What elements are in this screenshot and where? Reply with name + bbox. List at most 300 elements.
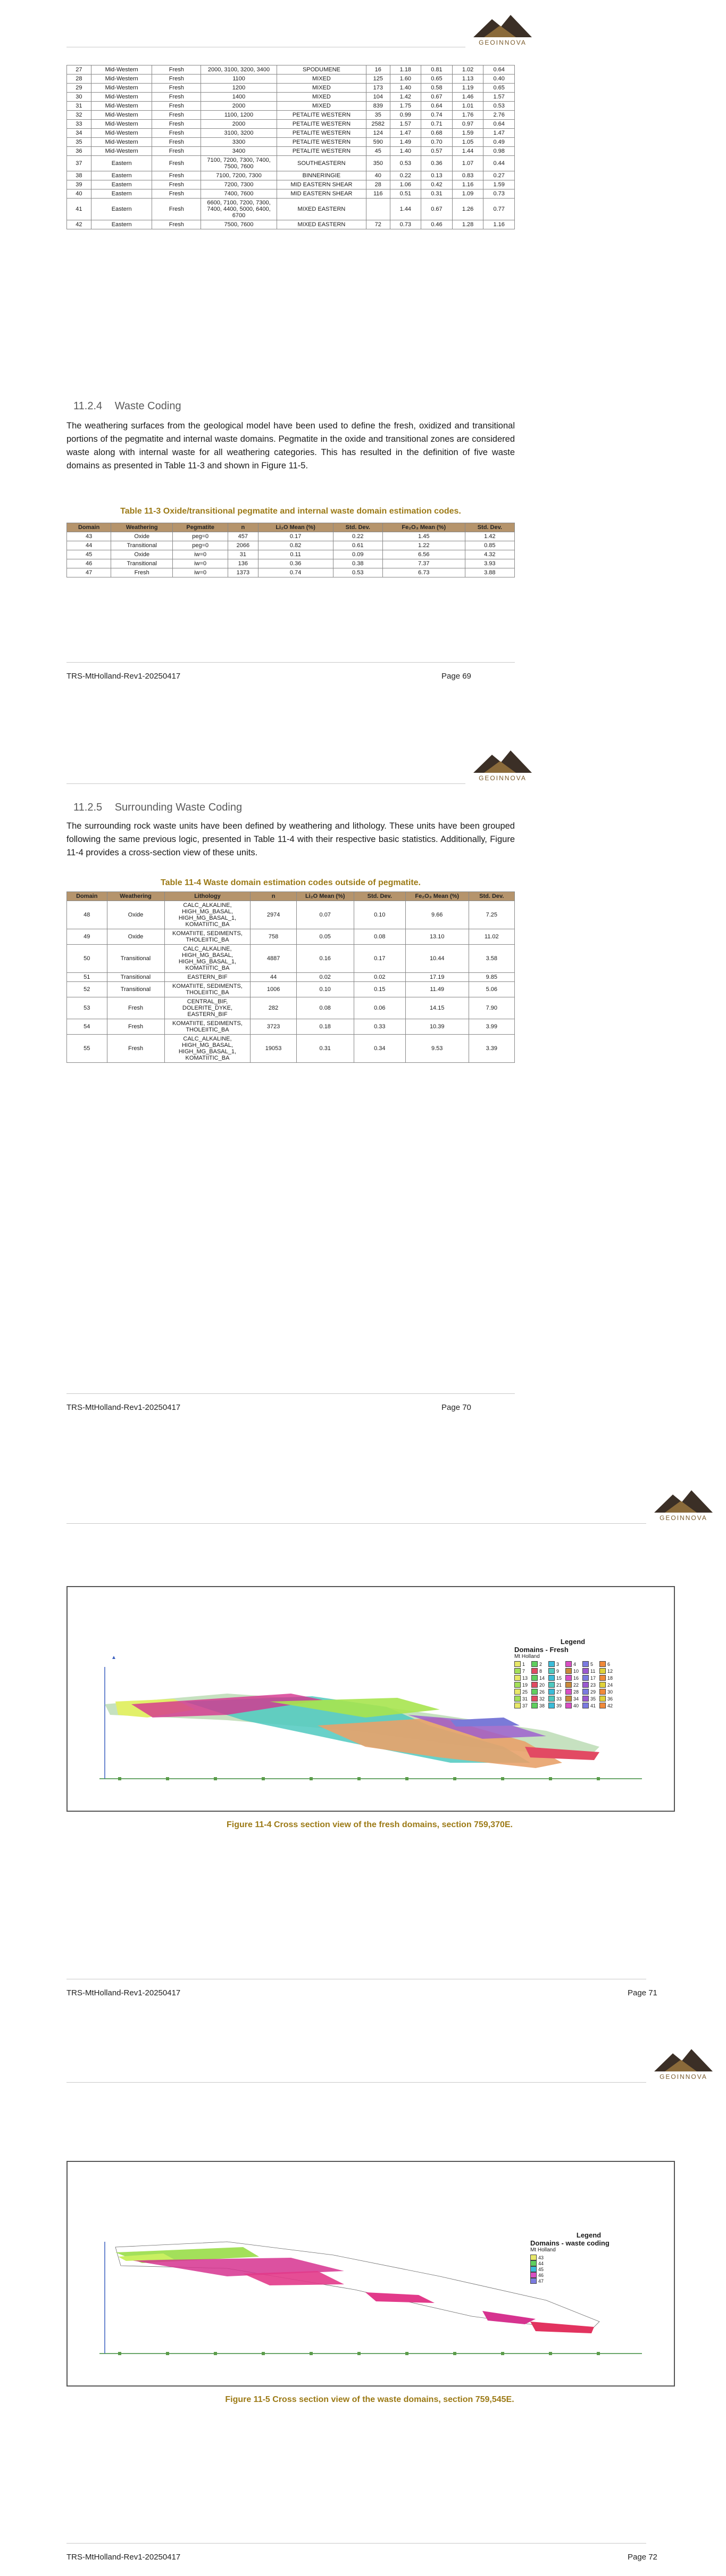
legend-label: 6 (607, 1661, 611, 1667)
logo-text: GEOINNOVA (479, 39, 527, 46)
legend-label: 8 (539, 1668, 543, 1674)
column-header: Weathering (111, 523, 173, 532)
table-cell-li2o_sd: 0.36 (421, 156, 453, 171)
table-cell-structure: MIXED (277, 102, 366, 111)
table-cell-fe: 1.28 (452, 220, 483, 229)
figure-11-5-caption: Figure 11-5 Cross section view of the waste domains, section 759,545E. (225, 2395, 514, 2404)
column-header: Li₂O Mean (%) (258, 523, 333, 532)
legend-label: 11 (590, 1668, 596, 1674)
legend-item (599, 1696, 615, 1702)
table-cell-weathering: Fresh (152, 129, 201, 138)
table-row (67, 171, 515, 180)
table-row (67, 568, 515, 577)
table-cell-li2o_sd: 0.58 (421, 84, 453, 93)
legend-swatch (548, 1661, 555, 1667)
legend-swatch (548, 1668, 555, 1674)
legend-swatch (514, 1703, 521, 1708)
legend-label: 4 (573, 1661, 577, 1667)
legend-label: 27 (556, 1689, 562, 1695)
table-cell: 3.99 (469, 1019, 514, 1035)
legend-swatch (582, 1703, 589, 1708)
legend-item (599, 1661, 615, 1667)
column-header: Pegmatite (173, 523, 228, 532)
table-cell: 1.42 (465, 532, 514, 541)
table-cell: 9.53 (405, 1035, 469, 1063)
table-cell-fe: 1.09 (452, 189, 483, 199)
legend-swatch (530, 2272, 537, 2278)
table-cell-domain: 38 (67, 171, 91, 180)
table-cell-li2o: 1.57 (390, 120, 421, 129)
legend-item (514, 1696, 530, 1702)
table-cell: 0.17 (258, 532, 333, 541)
table-cell: Transitional (107, 945, 164, 973)
legend-swatch (548, 1689, 555, 1695)
table-cell-li2o_sd: 0.67 (421, 93, 453, 102)
table-row (67, 220, 515, 229)
legend-swatch (548, 1696, 555, 1702)
legend-label: 19 (522, 1682, 528, 1688)
footer-doc-id: TRS-MtHolland-Rev1-20250417 (66, 2553, 181, 2562)
table-cell: Fresh (107, 1019, 164, 1035)
legend-items (530, 2255, 637, 2284)
table-cell-li2o_sd: 0.74 (421, 111, 453, 120)
legend-swatch (599, 1668, 606, 1674)
legend-swatch (582, 1675, 589, 1681)
table-cell: 31 (228, 550, 258, 559)
table-cell: 0.08 (354, 929, 405, 945)
logo-text: GEOINNOVA (660, 1514, 707, 1522)
table-cell-region: Eastern (91, 199, 152, 220)
legend-item (565, 1675, 581, 1681)
legend-item (548, 1682, 564, 1688)
table-cell-n: 45 (366, 147, 390, 156)
table-cell: 13.10 (405, 929, 469, 945)
legend-group: Mt Holland (514, 1654, 540, 1659)
table-cell-li2o: 1.60 (390, 75, 421, 84)
table-cell: 0.74 (258, 568, 333, 577)
legend-item (514, 1689, 530, 1695)
legend-swatch (531, 1668, 538, 1674)
legend-swatch (582, 1682, 589, 1688)
table-cell-fe_sd: 0.40 (483, 75, 515, 84)
legend-subtitle: Domains - waste coding (530, 2239, 610, 2247)
page-70 (0, 745, 726, 1437)
table-cell: 0.10 (354, 901, 405, 929)
table-row (67, 120, 515, 129)
legend-label: 14 (539, 1675, 545, 1681)
table-cell-fe_sd: 0.64 (483, 120, 515, 129)
table-row (67, 550, 515, 559)
legend-swatch (548, 1703, 555, 1708)
table-cell-structure: PETALITE WESTERN (277, 120, 366, 129)
table-cell: 4887 (251, 945, 296, 973)
table-cell: CALC_ALKALINE, HIGH_MG_BASAL, HIGH_MG_BASAL_1, KOMATIITIC_BA (164, 901, 251, 929)
table-cell-fe: 1.13 (452, 75, 483, 84)
table-cell-fe: 0.83 (452, 171, 483, 180)
domain-table-continued (66, 65, 515, 229)
legend-item (548, 1703, 564, 1708)
column-header: Std. Dev. (465, 523, 514, 532)
table-cell: 4.32 (465, 550, 514, 559)
legend-item (548, 1689, 564, 1695)
table-cell: KOMATIITE, SEDIMENTS, THOLEIITIC_BA (164, 1019, 251, 1035)
legend-item (565, 1668, 581, 1674)
legend-item (565, 1696, 581, 1702)
legend-item (565, 1682, 581, 1688)
table-cell-region: Mid-Western (91, 93, 152, 102)
legend-item (531, 1668, 547, 1674)
table-cell: 0.33 (354, 1019, 405, 1035)
table-cell-n: 125 (366, 75, 390, 84)
legend-swatch (531, 1682, 538, 1688)
table-cell-codes: 7100, 7200, 7300, 7400, 7500, 7600 (201, 156, 277, 171)
legend-label: 1 (522, 1661, 525, 1667)
legend-item (582, 1682, 598, 1688)
legend-item (599, 1668, 615, 1674)
column-header: Domain (67, 523, 111, 532)
legend-label: 18 (607, 1675, 613, 1681)
table-cell: 2974 (251, 901, 296, 929)
table-cell-fe_sd: 0.73 (483, 189, 515, 199)
legend-swatch (530, 2266, 537, 2272)
table-cell: 282 (251, 997, 296, 1019)
legend-label: 20 (539, 1682, 545, 1688)
table-cell-fe: 1.46 (452, 93, 483, 102)
table-cell-li2o: 1.40 (390, 84, 421, 93)
table-cell-n: 35 (366, 111, 390, 120)
table-row (67, 199, 515, 220)
table-cell-weathering: Fresh (152, 189, 201, 199)
legend-items (514, 1661, 621, 1708)
table-cell-fe: 1.59 (452, 129, 483, 138)
table-cell: 3723 (251, 1019, 296, 1035)
table-cell: Transitional (111, 559, 173, 568)
legend-label: 42 (607, 1703, 613, 1708)
legend-item (514, 1668, 530, 1674)
table-cell-structure: SOUTHEASTERN (277, 156, 366, 171)
table-cell: 0.36 (258, 559, 333, 568)
column-header: Weathering (107, 892, 164, 901)
table-cell-li2o: 1.06 (390, 180, 421, 189)
header-rule (66, 1523, 646, 1524)
table-cell: 0.16 (296, 945, 354, 973)
legend-swatch (599, 1703, 606, 1708)
legend-swatch (531, 1689, 538, 1695)
column-header: Std. Dev. (469, 892, 514, 901)
page-72 (0, 2044, 726, 2576)
legend-label: 24 (607, 1682, 613, 1688)
table-11-4 (66, 891, 515, 1063)
table-cell-weathering: Fresh (152, 65, 201, 75)
legend-label: 26 (539, 1689, 545, 1695)
table-cell-structure: BINNERINGIE (277, 171, 366, 180)
table-cell-li2o: 1.75 (390, 102, 421, 111)
table-cell: 19053 (251, 1035, 296, 1063)
legend-item (582, 1689, 598, 1695)
table-cell: 45 (67, 550, 111, 559)
footer-page-number: Page 71 (628, 1988, 657, 1997)
table-cell-region: Mid-Western (91, 65, 152, 75)
table-cell-codes: 7500, 7600 (201, 220, 277, 229)
table-cell-region: Eastern (91, 180, 152, 189)
table-cell-fe: 1.02 (452, 65, 483, 75)
legend-item (582, 1675, 598, 1681)
table-cell-fe_sd: 1.59 (483, 180, 515, 189)
legend (514, 1638, 621, 1708)
table-cell: 44 (251, 973, 296, 982)
table-cell-codes: 2000 (201, 102, 277, 111)
table-row (67, 111, 515, 120)
table-cell-domain: 27 (67, 65, 91, 75)
legend-swatch (530, 2255, 537, 2260)
table-cell-weathering: Fresh (152, 111, 201, 120)
table-cell-domain: 42 (67, 220, 91, 229)
table-cell-region: Mid-Western (91, 111, 152, 120)
table-row (67, 65, 515, 75)
table-cell: 758 (251, 929, 296, 945)
table-cell: 7.25 (469, 901, 514, 929)
legend-label: 31 (522, 1696, 528, 1702)
table-cell-structure: SPODUMENE (277, 65, 366, 75)
table-cell-domain: 40 (67, 189, 91, 199)
table-row (67, 102, 515, 111)
column-header: Li₂O Mean (%) (296, 892, 354, 901)
legend-swatch (530, 2260, 537, 2266)
table-row (67, 84, 515, 93)
legend-swatch (565, 1668, 572, 1674)
table-row (67, 1019, 515, 1035)
table-cell-structure: PETALITE WESTERN (277, 138, 366, 147)
table-cell-weathering: Fresh (152, 120, 201, 129)
table-row (67, 997, 515, 1019)
table-cell-li2o: 0.73 (390, 220, 421, 229)
footer-page-number: Page 70 (441, 1403, 471, 1412)
legend-label: 25 (522, 1689, 528, 1695)
table-cell: 0.02 (296, 973, 354, 982)
table-cell: 44 (67, 541, 111, 550)
legend-label: 41 (590, 1703, 596, 1708)
table-cell-region: Mid-Western (91, 129, 152, 138)
table-11-3 (66, 523, 515, 577)
table-cell-n: 16 (366, 65, 390, 75)
legend-label: 35 (590, 1696, 596, 1702)
figure-11-4-caption: Figure 11-4 Cross section view of the fresh domains, section 759,370E. (227, 1820, 513, 1829)
legend-label: 12 (607, 1668, 613, 1674)
table-cell-weathering: Fresh (152, 93, 201, 102)
table-cell-weathering: Fresh (152, 102, 201, 111)
legend-swatch (565, 1703, 572, 1708)
footer-page-number: Page 69 (441, 672, 471, 681)
legend-label: 7 (522, 1668, 525, 1674)
table-cell: 1.22 (382, 541, 465, 550)
table-row (67, 138, 515, 147)
table-cell-region: Mid-Western (91, 138, 152, 147)
legend-item (531, 1682, 547, 1688)
table-cell: 0.15 (354, 982, 405, 997)
table-cell-li2o_sd: 0.65 (421, 75, 453, 84)
legend-item (548, 1668, 564, 1674)
legend-swatch (514, 1689, 521, 1695)
legend-label: 3 (556, 1661, 560, 1667)
table-cell: 46 (67, 559, 111, 568)
table-cell: 1.45 (382, 532, 465, 541)
legend-group: Mt Holland (530, 2247, 556, 2253)
table-cell-n: 116 (366, 189, 390, 199)
footer-rule (66, 662, 515, 663)
section-title: Waste Coding (114, 400, 181, 412)
table-cell: 457 (228, 532, 258, 541)
legend-swatch (530, 2278, 537, 2284)
table-cell-codes: 1200 (201, 84, 277, 93)
legend-label: 21 (556, 1682, 562, 1688)
header-rule (66, 2082, 646, 2083)
legend-swatch (531, 1703, 538, 1708)
table-cell-li2o: 1.40 (390, 147, 421, 156)
legend-swatch (599, 1675, 606, 1681)
legend-item (530, 2255, 637, 2260)
legend-item (599, 1703, 615, 1708)
table-cell-domain: 30 (67, 93, 91, 102)
table-cell-weathering: Fresh (152, 138, 201, 147)
table-cell: Fresh (107, 997, 164, 1019)
footer-doc-id: TRS-MtHolland-Rev1-20250417 (66, 672, 181, 681)
table-cell: 7.37 (382, 559, 465, 568)
table-cell-domain: 29 (67, 84, 91, 93)
table-cell: 0.08 (296, 997, 354, 1019)
table-cell-domain: 28 (67, 75, 91, 84)
legend-subtitle: Domains - Fresh (514, 1646, 569, 1654)
table-cell-fe_sd: 0.49 (483, 138, 515, 147)
table-cell-li2o_sd: 0.68 (421, 129, 453, 138)
table-cell: Transitional (107, 982, 164, 997)
table-cell-fe_sd: 0.53 (483, 102, 515, 111)
table-cell: 9.85 (469, 973, 514, 982)
table-cell-codes: 2000, 3100, 3200, 3400 (201, 65, 277, 75)
legend-item (548, 1675, 564, 1681)
legend-swatch (531, 1696, 538, 1702)
table-cell: 0.53 (333, 568, 382, 577)
table-cell-fe_sd: 0.44 (483, 156, 515, 171)
table-cell: 2066 (228, 541, 258, 550)
legend-item (514, 1682, 530, 1688)
table-cell-structure: MIXED (277, 93, 366, 102)
table-cell-domain: 35 (67, 138, 91, 147)
table-cell: 14.15 (405, 997, 469, 1019)
table-cell: 53 (67, 997, 107, 1019)
table-cell: peg=0 (173, 532, 228, 541)
cross-section-figure-fresh (66, 1586, 675, 1812)
header-rule (66, 783, 465, 784)
table-cell: 43 (67, 532, 111, 541)
legend-label: 37 (522, 1703, 528, 1708)
geoinnova-logo (649, 1485, 718, 1528)
table-cell: 6.73 (382, 568, 465, 577)
surrounding-waste-paragraph: The surrounding rock waste units have been defined by weathering and lithology. These units have been grouped following the same previous logic, presented in Table 11-4 with their respective basic statistics. Additionally, Figure 11-4 provides a cross-section view of these units. (66, 821, 515, 857)
table-cell: 51 (67, 973, 107, 982)
legend-swatch (514, 1682, 521, 1688)
legend-swatch (514, 1661, 521, 1667)
legend-item (514, 1661, 530, 1667)
legend-item (565, 1689, 581, 1695)
table-cell-n: 72 (366, 220, 390, 229)
table-cell-li2o: 0.53 (390, 156, 421, 171)
legend-swatch (565, 1682, 572, 1688)
legend-label: 44 (538, 2260, 544, 2266)
table-cell: 55 (67, 1035, 107, 1063)
table-cell: 0.07 (296, 901, 354, 929)
table-cell: 54 (67, 1019, 107, 1035)
legend-label: 38 (539, 1703, 545, 1708)
table-cell-weathering: Fresh (152, 171, 201, 180)
legend-swatch (582, 1696, 589, 1702)
legend-swatch (565, 1696, 572, 1702)
table-cell: 1373 (228, 568, 258, 577)
table-cell-region: Mid-Western (91, 120, 152, 129)
table-cell-n: 28 (366, 180, 390, 189)
table-row (67, 156, 515, 171)
table-row (67, 147, 515, 156)
legend-swatch (599, 1682, 606, 1688)
legend-swatch (514, 1675, 521, 1681)
table-cell: Fresh (107, 1035, 164, 1063)
table-cell: CALC_ALKALINE, HIGH_MG_BASAL, HIGH_MG_BASAL_1, KOMATIITIC_BA (164, 1035, 251, 1063)
table-cell: 3.93 (465, 559, 514, 568)
table-cell: 49 (67, 929, 107, 945)
legend-label: 17 (590, 1675, 596, 1681)
table-cell-fe: 1.19 (452, 84, 483, 93)
table-cell: Fresh (111, 568, 173, 577)
legend-label: 40 (573, 1703, 579, 1708)
legend-label: 9 (556, 1668, 560, 1674)
table-cell-li2o: 1.42 (390, 93, 421, 102)
table-cell-region: Eastern (91, 189, 152, 199)
table-cell-fe: 0.97 (452, 120, 483, 129)
legend-item (599, 1675, 615, 1681)
table-cell-n: 173 (366, 84, 390, 93)
table-row (67, 982, 515, 997)
table-cell-region: Mid-Western (91, 102, 152, 111)
table-cell: 10.39 (405, 1019, 469, 1035)
legend-swatch (565, 1689, 572, 1695)
table-cell-n: 104 (366, 93, 390, 102)
legend-label: 28 (573, 1689, 579, 1695)
table-cell-codes: 7200, 7300 (201, 180, 277, 189)
table-cell: 47 (67, 568, 111, 577)
table-cell: 0.09 (333, 550, 382, 559)
legend-label: 33 (556, 1696, 562, 1702)
table-cell-domain: 39 (67, 180, 91, 189)
table-cell-codes: 7400, 7600 (201, 189, 277, 199)
logo-text: GEOINNOVA (660, 2073, 707, 2080)
table-cell-structure: MIXED EASTERN (277, 199, 366, 220)
table-cell-li2o: 0.22 (390, 171, 421, 180)
legend-label: 13 (522, 1675, 528, 1681)
legend-swatch (582, 1661, 589, 1667)
table-cell: 5.06 (469, 982, 514, 997)
geoinnova-logo (649, 2044, 718, 2086)
column-header: Lithology (164, 892, 251, 901)
table-cell-fe_sd: 1.57 (483, 93, 515, 102)
table-cell: 0.82 (258, 541, 333, 550)
legend-label: 22 (573, 1682, 579, 1688)
table-cell-li2o_sd: 0.46 (421, 220, 453, 229)
table-cell: 0.05 (296, 929, 354, 945)
table-cell-structure: PETALITE WESTERN (277, 129, 366, 138)
table-cell-li2o_sd: 0.64 (421, 102, 453, 111)
legend-swatch (565, 1661, 572, 1667)
table-cell-domain: 33 (67, 120, 91, 129)
table-cell-codes: 1100, 1200 (201, 111, 277, 120)
